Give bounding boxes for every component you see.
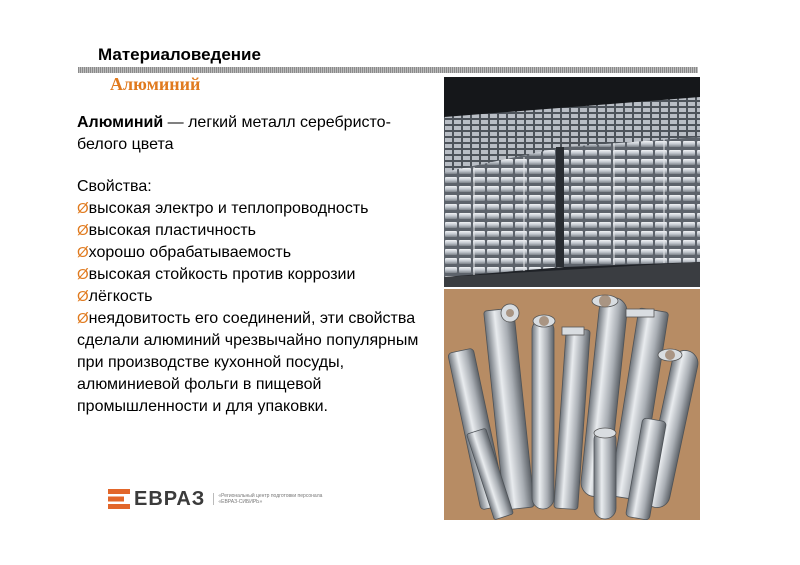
- definition-text: — легкий металл серебристо-белого цвета: [77, 114, 391, 153]
- properties-title: Свойства:: [77, 178, 152, 195]
- property-text: хорошо обрабатываемость: [88, 244, 292, 261]
- logo-wordmark: ЕВРАЗ: [134, 487, 206, 510]
- property-text: высокая электро и теплопроводность: [88, 200, 369, 217]
- bullet-icon: Ø: [77, 200, 89, 217]
- content-text: [77, 112, 437, 418]
- evraz-logo-icon: [108, 489, 130, 509]
- header-divider: [78, 67, 698, 73]
- bullet-icon: Ø: [77, 244, 89, 261]
- property-text: лёгкость: [88, 288, 153, 305]
- properties-list: [77, 198, 437, 418]
- property-item: [77, 198, 437, 220]
- header-title: Материаловедение: [98, 45, 261, 64]
- bullet-icon: Ø: [77, 266, 89, 283]
- definition: [77, 112, 437, 156]
- property-item: [77, 220, 437, 242]
- property-item: [77, 308, 437, 418]
- property-item: [77, 264, 437, 286]
- property-text: высокая пластичность: [88, 222, 257, 239]
- aluminum-profiles-photo: [444, 289, 700, 520]
- definition-term: Алюминий: [77, 114, 164, 131]
- logo-subtitle: «Региональный центр подготовки персонала «ЕВРАЗ-СИБИРЬ»: [213, 493, 328, 505]
- property-item: [77, 242, 437, 264]
- property-item: [77, 286, 437, 308]
- property-text: высокая стойкость против коррозии: [88, 266, 356, 283]
- bullet-icon: Ø: [77, 310, 89, 327]
- topic-title: Алюминий: [110, 74, 201, 94]
- bullet-icon: Ø: [77, 288, 89, 305]
- bullet-icon: Ø: [77, 222, 89, 239]
- aluminum-ingots-photo: [444, 77, 700, 287]
- evraz-logo: [108, 488, 328, 510]
- property-text: неядовитость его соединений, эти свойства сделали алюминий чрезвычайно популярным при производстве кухонной посуды, алюминиевой фольги в пищевой промышленности и для упаковки.: [77, 310, 419, 415]
